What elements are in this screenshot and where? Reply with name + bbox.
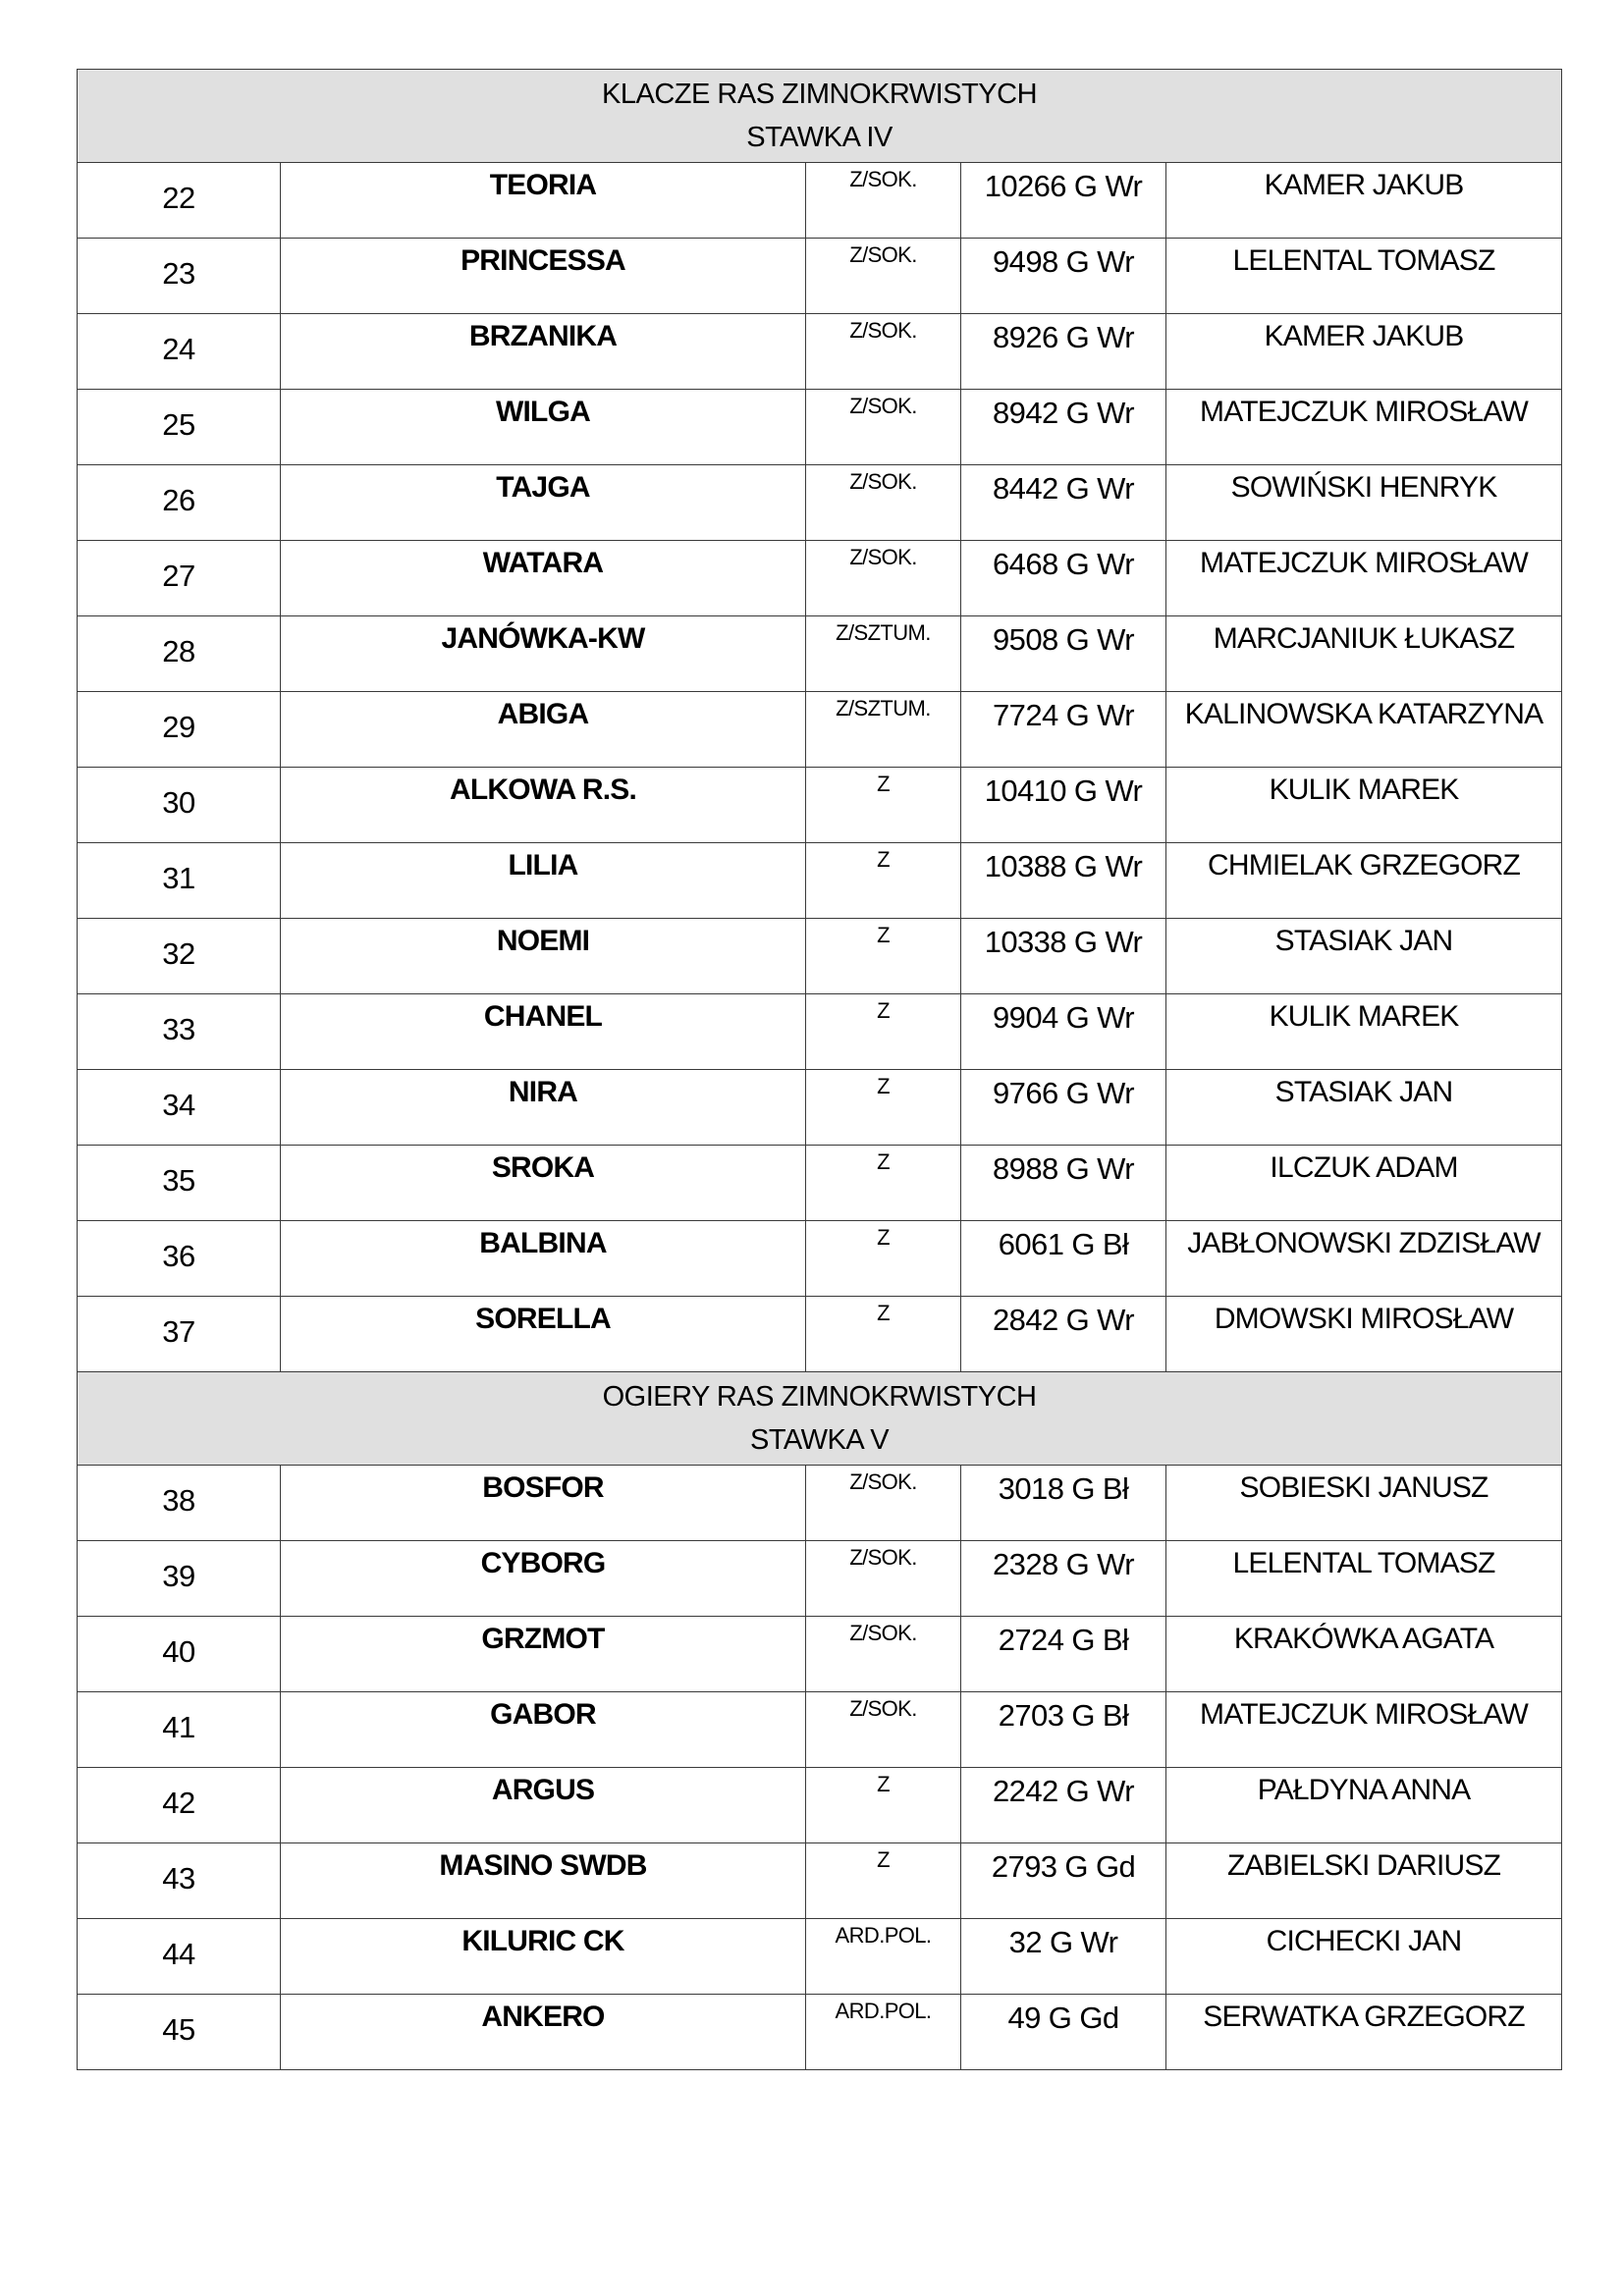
- table-row: [78, 616, 1562, 692]
- table-row: [78, 1768, 1562, 1843]
- breed: Z: [806, 1768, 961, 1843]
- registration-number: 2724 G Bł: [961, 1617, 1166, 1692]
- horse-name: JANÓWKA-KW: [281, 616, 806, 692]
- horse-name: BALBINA: [281, 1221, 806, 1297]
- entry-number: 23: [78, 239, 281, 314]
- section-title: OGIERY RAS ZIMNOKRWISTYCH: [602, 1381, 1037, 1413]
- horse-name: ALKOWA R.S.: [281, 768, 806, 843]
- owner-name: MATEJCZUK MIROSŁAW: [1166, 541, 1562, 616]
- table-row: [78, 1995, 1562, 2070]
- breed: Z/SOK.: [806, 1466, 961, 1541]
- breed: Z/SOK.: [806, 239, 961, 314]
- table-row: [78, 1466, 1562, 1541]
- owner-name: KULIK MAREK: [1166, 768, 1562, 843]
- table-row: [78, 919, 1562, 994]
- table-body: [78, 70, 1562, 2070]
- owner-name: SERWATKA GRZEGORZ: [1166, 1995, 1562, 2070]
- breed: Z/SOK.: [806, 1541, 961, 1617]
- table-row: [78, 163, 1562, 239]
- owner-name: CICHECKI JAN: [1166, 1919, 1562, 1995]
- table-row: [78, 994, 1562, 1070]
- breed: Z: [806, 1146, 961, 1221]
- horse-name: SROKA: [281, 1146, 806, 1221]
- table-row: [78, 1919, 1562, 1995]
- table-row: [78, 843, 1562, 919]
- entry-number: 37: [78, 1297, 281, 1372]
- breed: Z/SOK.: [806, 390, 961, 465]
- owner-name: KALINOWSKA KATARZYNA: [1166, 692, 1562, 768]
- table-row: [78, 1541, 1562, 1617]
- table-row: [78, 1843, 1562, 1919]
- horse-name: SORELLA: [281, 1297, 806, 1372]
- registration-number: 10266 G Wr: [961, 163, 1166, 239]
- registration-number: 32 G Wr: [961, 1919, 1166, 1995]
- entry-number: 22: [78, 163, 281, 239]
- table-row: [78, 692, 1562, 768]
- table-row: [78, 1297, 1562, 1372]
- horse-name: CYBORG: [281, 1541, 806, 1617]
- table-row: [78, 239, 1562, 314]
- breed: Z: [806, 1070, 961, 1146]
- entry-number: 38: [78, 1466, 281, 1541]
- owner-name: SOWIŃSKI HENRYK: [1166, 465, 1562, 541]
- registration-number: 7724 G Wr: [961, 692, 1166, 768]
- entry-number: 27: [78, 541, 281, 616]
- registration-number: 2328 G Wr: [961, 1541, 1166, 1617]
- horse-name: CHANEL: [281, 994, 806, 1070]
- table-row: [78, 1692, 1562, 1768]
- section-subtitle: STAWKA IV: [746, 122, 893, 153]
- horse-name: GRZMOT: [281, 1617, 806, 1692]
- breed: Z/SZTUM.: [806, 616, 961, 692]
- registration-number: 2842 G Wr: [961, 1297, 1166, 1372]
- horse-name: GABOR: [281, 1692, 806, 1768]
- breed: Z/SOK.: [806, 314, 961, 390]
- horse-name: ARGUS: [281, 1768, 806, 1843]
- breed: Z: [806, 843, 961, 919]
- entry-number: 34: [78, 1070, 281, 1146]
- registration-number: 10338 G Wr: [961, 919, 1166, 994]
- table-row: [78, 1146, 1562, 1221]
- owner-name: LELENTAL TOMASZ: [1166, 1541, 1562, 1617]
- horse-name: LILIA: [281, 843, 806, 919]
- horse-name: TAJGA: [281, 465, 806, 541]
- table-row: [78, 1617, 1562, 1692]
- entry-number: 36: [78, 1221, 281, 1297]
- registration-number: 10388 G Wr: [961, 843, 1166, 919]
- registration-number: 8926 G Wr: [961, 314, 1166, 390]
- horse-name: MASINO SWDB: [281, 1843, 806, 1919]
- owner-name: JABŁONOWSKI ZDZISŁAW: [1166, 1221, 1562, 1297]
- entry-number: 32: [78, 919, 281, 994]
- section-header-row: [78, 1372, 1562, 1466]
- owner-name: CHMIELAK GRZEGORZ: [1166, 843, 1562, 919]
- section-header: [78, 1372, 1562, 1466]
- horse-listing-table: [77, 69, 1562, 2070]
- entry-number: 24: [78, 314, 281, 390]
- entry-number: 35: [78, 1146, 281, 1221]
- breed: Z/SOK.: [806, 465, 961, 541]
- horse-name: WATARA: [281, 541, 806, 616]
- entry-number: 28: [78, 616, 281, 692]
- table-row: [78, 465, 1562, 541]
- registration-number: 10410 G Wr: [961, 768, 1166, 843]
- owner-name: MARCJANIUK ŁUKASZ: [1166, 616, 1562, 692]
- registration-number: 8942 G Wr: [961, 390, 1166, 465]
- registration-number: 8988 G Wr: [961, 1146, 1166, 1221]
- table-row: [78, 1070, 1562, 1146]
- entry-number: 41: [78, 1692, 281, 1768]
- registration-number: 2703 G Bł: [961, 1692, 1166, 1768]
- entry-number: 31: [78, 843, 281, 919]
- breed: ARD.POL.: [806, 1919, 961, 1995]
- horse-name: TEORIA: [281, 163, 806, 239]
- horse-name: NIRA: [281, 1070, 806, 1146]
- horse-name: WILGA: [281, 390, 806, 465]
- breed: Z/SOK.: [806, 541, 961, 616]
- registration-number: 2793 G Gd: [961, 1843, 1166, 1919]
- owner-name: PAŁDYNA ANNA: [1166, 1768, 1562, 1843]
- entry-number: 40: [78, 1617, 281, 1692]
- registration-number: 9766 G Wr: [961, 1070, 1166, 1146]
- registration-number: 6061 G Bł: [961, 1221, 1166, 1297]
- registration-number: 8442 G Wr: [961, 465, 1166, 541]
- owner-name: MATEJCZUK MIROSŁAW: [1166, 1692, 1562, 1768]
- horse-name: BOSFOR: [281, 1466, 806, 1541]
- breed: Z/SOK.: [806, 1617, 961, 1692]
- owner-name: KAMER JAKUB: [1166, 163, 1562, 239]
- breed: Z/SZTUM.: [806, 692, 961, 768]
- owner-name: DMOWSKI MIROSŁAW: [1166, 1297, 1562, 1372]
- entry-number: 26: [78, 465, 281, 541]
- horse-name: NOEMI: [281, 919, 806, 994]
- section-header-row: [78, 70, 1562, 163]
- section-title: KLACZE RAS ZIMNOKRWISTYCH: [602, 79, 1038, 110]
- owner-name: MATEJCZUK MIROSŁAW: [1166, 390, 1562, 465]
- breed: Z: [806, 1843, 961, 1919]
- breed: Z: [806, 994, 961, 1070]
- horse-name: ABIGA: [281, 692, 806, 768]
- registration-number: 9904 G Wr: [961, 994, 1166, 1070]
- breed: Z/SOK.: [806, 163, 961, 239]
- horse-name: ANKERO: [281, 1995, 806, 2070]
- entry-number: 33: [78, 994, 281, 1070]
- owner-name: SOBIESKI JANUSZ: [1166, 1466, 1562, 1541]
- owner-name: ZABIELSKI DARIUSZ: [1166, 1843, 1562, 1919]
- breed: Z: [806, 1221, 961, 1297]
- owner-name: STASIAK JAN: [1166, 919, 1562, 994]
- table-row: [78, 541, 1562, 616]
- registration-number: 49 G Gd: [961, 1995, 1166, 2070]
- section-subtitle: STAWKA V: [750, 1424, 890, 1456]
- entry-number: 30: [78, 768, 281, 843]
- registration-number: 2242 G Wr: [961, 1768, 1166, 1843]
- entry-number: 39: [78, 1541, 281, 1617]
- horse-name: KILURIC CK: [281, 1919, 806, 1995]
- registration-number: 6468 G Wr: [961, 541, 1166, 616]
- registration-number: 9498 G Wr: [961, 239, 1166, 314]
- owner-name: LELENTAL TOMASZ: [1166, 239, 1562, 314]
- owner-name: ILCZUK ADAM: [1166, 1146, 1562, 1221]
- registration-number: 9508 G Wr: [961, 616, 1166, 692]
- entry-number: 29: [78, 692, 281, 768]
- owner-name: KULIK MAREK: [1166, 994, 1562, 1070]
- table-row: [78, 314, 1562, 390]
- owner-name: KRAKÓWKA AGATA: [1166, 1617, 1562, 1692]
- table-row: [78, 768, 1562, 843]
- owner-name: KAMER JAKUB: [1166, 314, 1562, 390]
- horse-name: BRZANIKA: [281, 314, 806, 390]
- entry-number: 43: [78, 1843, 281, 1919]
- breed: Z: [806, 768, 961, 843]
- breed: Z/SOK.: [806, 1692, 961, 1768]
- table-row: [78, 1221, 1562, 1297]
- breed: Z: [806, 1297, 961, 1372]
- owner-name: STASIAK JAN: [1166, 1070, 1562, 1146]
- entry-number: 25: [78, 390, 281, 465]
- entry-number: 45: [78, 1995, 281, 2070]
- section-header: [78, 70, 1562, 163]
- entry-number: 44: [78, 1919, 281, 1995]
- table-row: [78, 390, 1562, 465]
- breed: Z: [806, 919, 961, 994]
- registration-number: 3018 G Bł: [961, 1466, 1166, 1541]
- breed: ARD.POL.: [806, 1995, 961, 2070]
- horse-name: PRINCESSA: [281, 239, 806, 314]
- entry-number: 42: [78, 1768, 281, 1843]
